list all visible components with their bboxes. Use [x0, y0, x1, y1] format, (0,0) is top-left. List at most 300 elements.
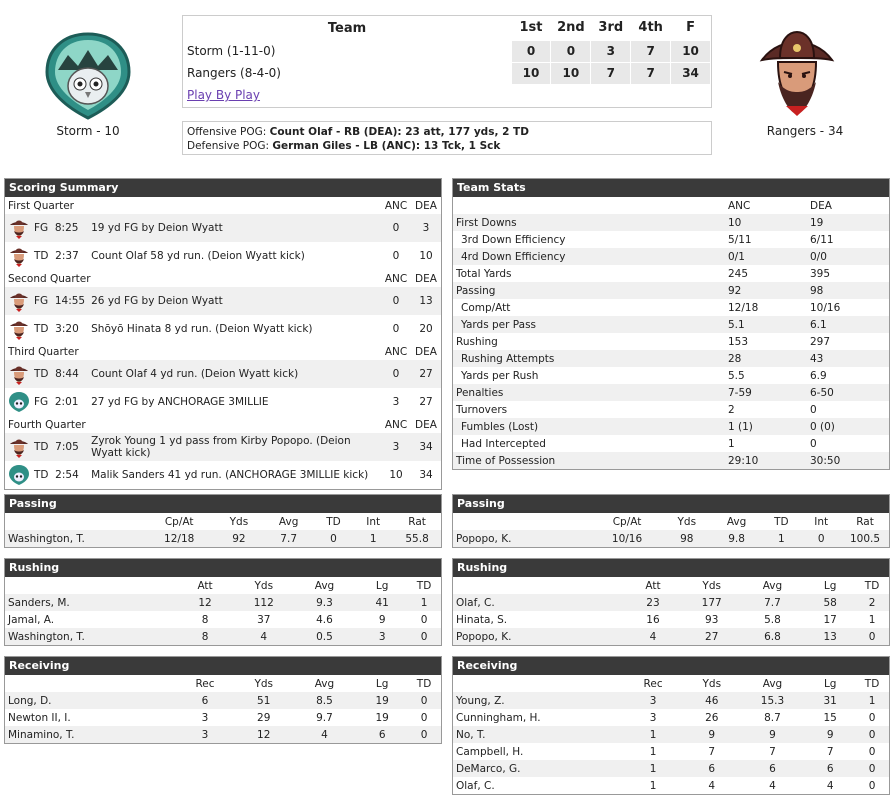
- quarter-name: First Quarter: [8, 199, 74, 212]
- play-description: Malik Sanders 41 yd run. (ANCHORAGE 3MILLIE kick): [91, 469, 369, 481]
- stat-value: 51: [257, 694, 271, 707]
- team-stat-row: [453, 384, 889, 401]
- rangers-mini-logo-icon: [8, 363, 30, 385]
- stat-value: 6: [826, 762, 834, 775]
- column-header: Avg: [726, 515, 747, 528]
- team-stat-row: [453, 282, 889, 299]
- quarter-name: Fourth Quarter: [8, 418, 86, 431]
- player-row: [453, 594, 889, 611]
- dea-value: 0: [810, 403, 817, 416]
- scoring-play-row: [5, 461, 441, 489]
- column-header: Att: [645, 579, 661, 592]
- stat-value: 177: [701, 596, 722, 609]
- passing-title: Passing: [453, 495, 889, 513]
- stat-value: 58: [823, 596, 837, 609]
- stat-value: 4: [321, 728, 328, 741]
- stat-value: 93: [705, 613, 719, 626]
- score-cell: 7: [591, 62, 631, 84]
- play-type-time-text: TD 2:54: [34, 469, 79, 481]
- team-stat-row: [453, 333, 889, 350]
- stat-value: 6: [708, 762, 716, 775]
- stat-value: 10/16: [611, 532, 643, 545]
- player-of-game-box: [182, 121, 712, 155]
- dea-score: 34: [419, 441, 433, 453]
- team-stat-row: [453, 231, 889, 248]
- play-type-time: [5, 461, 88, 489]
- stat-value: 19: [375, 711, 389, 724]
- stat-value: 8: [201, 613, 209, 626]
- anc-value: 28: [728, 352, 742, 365]
- stat-value: 1: [369, 532, 377, 545]
- score-cell: 0: [551, 40, 591, 62]
- stat-value: 6.8: [764, 630, 781, 643]
- play-type-time: [5, 360, 88, 388]
- stat-value: 0: [420, 694, 428, 707]
- stat-label: First Downs: [456, 216, 517, 229]
- stat-value: 13: [823, 630, 837, 643]
- column-header: Avg: [314, 579, 335, 592]
- stat-value: 55.8: [405, 532, 429, 545]
- column-header: Att: [197, 579, 213, 592]
- column-header: TD: [326, 515, 341, 528]
- stat-value: 1: [868, 613, 876, 626]
- column-header: Cp/At: [164, 515, 194, 528]
- column-header: [5, 675, 174, 692]
- passing-table: [5, 513, 441, 547]
- stat-value: 16: [646, 613, 660, 626]
- anc-score: 0: [392, 250, 400, 262]
- play-type-time: [5, 287, 88, 315]
- team-stat-row: [453, 452, 889, 469]
- stat-value: 1: [649, 762, 657, 775]
- anc-column-label: ANC: [728, 199, 751, 212]
- storm-caption: Storm - 10: [56, 124, 120, 138]
- stat-value: 23: [646, 596, 660, 609]
- stat-value: 8.5: [316, 694, 333, 707]
- anc-score: 0: [392, 295, 400, 307]
- dea-value: 30:50: [810, 454, 841, 467]
- column-header: TD: [416, 677, 432, 690]
- stat-value: 4.6: [316, 613, 333, 626]
- player-row: [453, 530, 889, 547]
- stat-value: 0: [868, 630, 876, 643]
- stat-label: Fumbles (Lost): [461, 420, 539, 433]
- stat-value: 1: [649, 779, 657, 792]
- anc-value: 10: [728, 216, 742, 229]
- player-row: [5, 611, 441, 628]
- offensive-pog-label: Offensive POG:: [187, 126, 270, 138]
- stat-value: 0: [420, 630, 428, 643]
- column-header: Avg: [762, 579, 783, 592]
- dea-value: 6/11: [810, 233, 834, 246]
- dea-score: 20: [419, 323, 433, 335]
- column-header: Cp/At: [612, 515, 642, 528]
- stat-value: 1: [420, 596, 428, 609]
- anc-column-label: ANC: [384, 272, 408, 285]
- receiving-table: [5, 675, 441, 743]
- rangers-mini-logo-icon: [8, 436, 30, 458]
- stat-value: 9.8: [728, 532, 745, 545]
- anc-score: 0: [392, 323, 400, 335]
- stat-label: 4rd Down Efficiency: [461, 250, 566, 263]
- column-header: Yds: [254, 677, 274, 690]
- rushing-title: Rushing: [453, 559, 889, 577]
- stat-value: 9: [708, 728, 716, 741]
- stat-value: 15: [823, 711, 837, 724]
- player-name: Popopo, K.: [456, 630, 512, 643]
- play-type-time: [5, 214, 88, 242]
- player-row: [5, 530, 441, 547]
- play-description: Shōyō Hinata 8 yd run. (Deion Wyatt kick): [91, 323, 313, 335]
- column-header: Lg: [823, 579, 837, 592]
- anc-value: 1: [728, 437, 735, 450]
- quarter-header-row: [5, 416, 441, 433]
- anc-value: 7-59: [728, 386, 752, 399]
- storm-mini-logo-icon: [8, 391, 30, 413]
- stat-value: 3: [201, 728, 209, 741]
- dea-score: 34: [419, 469, 433, 481]
- dea-value: 297: [810, 335, 831, 348]
- stat-value: 0: [420, 728, 428, 741]
- play-description: 27 yd FG by ANCHORAGE 3MILLIE: [91, 396, 269, 408]
- column-header: Rat: [856, 515, 874, 528]
- stat-value: 1: [649, 745, 657, 758]
- stat-label: Rushing Attempts: [461, 352, 555, 365]
- anc-value: 5/11: [728, 233, 752, 246]
- stat-value: 6: [769, 762, 776, 775]
- q3-header: 3rd: [598, 20, 624, 36]
- anc-score: 0: [392, 222, 400, 234]
- player-row: [453, 628, 889, 645]
- stat-value: 1: [778, 532, 785, 545]
- stat-value: 112: [253, 596, 274, 609]
- anc-value: 92: [728, 284, 742, 297]
- right-passing-panel: [452, 494, 890, 548]
- stat-value: 2: [868, 596, 876, 609]
- quarter-name: Second Quarter: [8, 272, 91, 285]
- column-header: Rec: [643, 677, 663, 690]
- stat-label: Penalties: [456, 386, 504, 399]
- left-rushing-panel: [4, 558, 442, 646]
- dea-value: 6-50: [810, 386, 834, 399]
- scoring-play-row: [5, 287, 441, 315]
- player-name: No, T.: [456, 728, 486, 741]
- team-stats-panel: [452, 178, 890, 470]
- player-name: Olaf, C.: [456, 596, 495, 609]
- play-type-time-text: FG 14:55: [34, 295, 86, 307]
- stat-value: 0: [868, 745, 876, 758]
- team-stat-row: [453, 435, 889, 452]
- team-name: Rangers (8-4-0): [187, 66, 281, 80]
- column-header: [453, 577, 622, 594]
- right-receiving-panel: [452, 656, 890, 795]
- stat-value: 0: [817, 532, 825, 545]
- anc-score: 3: [392, 441, 400, 453]
- stat-value: 0: [868, 728, 876, 741]
- score-cell: 34: [671, 62, 711, 84]
- scoring-play-row: [5, 242, 441, 270]
- stat-value: 0: [868, 711, 876, 724]
- play-type-time: [5, 433, 88, 461]
- stat-value: 7: [826, 745, 834, 758]
- score-cell: 3: [591, 40, 631, 62]
- storm-logo: [43, 30, 133, 123]
- column-header: TD: [864, 677, 880, 690]
- stat-value: 8.7: [764, 711, 781, 724]
- stat-value: 4: [649, 630, 657, 643]
- play-description: Count Olaf 4 yd run. (Deion Wyatt kick): [91, 368, 299, 380]
- column-header: TD: [416, 579, 432, 592]
- anc-value: 245: [728, 267, 749, 280]
- stat-value: 4: [708, 779, 716, 792]
- column-header: Int: [366, 515, 381, 528]
- stat-value: 7: [769, 745, 776, 758]
- player-row: [453, 743, 889, 760]
- column-header: Yds: [702, 677, 722, 690]
- stat-value: 98: [680, 532, 694, 545]
- stat-value: 7.7: [764, 596, 781, 609]
- anc-value: 12/18: [728, 301, 759, 314]
- rangers-logo: [752, 28, 842, 121]
- scoring-play-row: [5, 315, 441, 343]
- column-header: Avg: [278, 515, 299, 528]
- player-row: [453, 726, 889, 743]
- stat-header-row: [5, 675, 441, 692]
- team-stats-title: Team Stats: [453, 179, 889, 197]
- defensive-pog-value: German Giles - LB (ANC): 13 Tck, 1 Sck: [272, 140, 501, 152]
- score-row-rangers: [183, 62, 711, 84]
- play-description: 19 yd FG by Deion Wyatt: [91, 222, 223, 234]
- dea-column-label: DEA: [415, 199, 437, 212]
- column-header: Yds: [229, 515, 249, 528]
- stat-value: 29: [257, 711, 271, 724]
- player-row: [5, 594, 441, 611]
- player-row: [453, 777, 889, 794]
- score-row-storm: [183, 40, 711, 62]
- stat-label: Yards per Pass: [461, 318, 537, 331]
- stat-label: Rushing: [456, 335, 498, 348]
- anc-value: 1 (1): [728, 420, 753, 433]
- quarter-header-row: [5, 343, 441, 360]
- rushing-table: [453, 577, 889, 645]
- stat-value: 6: [201, 694, 209, 707]
- player-name: Cunningham, H.: [456, 711, 541, 724]
- stat-value: 27: [705, 630, 719, 643]
- rangers-mini-logo-icon: [8, 217, 30, 239]
- dea-score: 27: [419, 396, 433, 408]
- player-row: [453, 611, 889, 628]
- column-header: Int: [814, 515, 829, 528]
- dea-value: 395: [810, 267, 831, 280]
- play-type-time-text: TD 3:20: [34, 323, 79, 335]
- team-stat-row: [453, 316, 889, 333]
- q2-header: 2nd: [557, 20, 585, 36]
- dea-column-label: DEA: [810, 199, 832, 212]
- team-stat-row: [453, 367, 889, 384]
- stat-value: 17: [823, 613, 837, 626]
- column-header: Rec: [195, 677, 215, 690]
- stat-label: Had Intercepted: [461, 437, 546, 450]
- dea-value: 98: [810, 284, 824, 297]
- stat-value: 12/18: [164, 532, 195, 545]
- q1-header: 1st: [519, 20, 543, 36]
- stat-label: Turnovers: [456, 403, 508, 416]
- rangers-caption: Rangers - 34: [766, 124, 844, 138]
- play-by-play-link[interactable]: Play By Play: [187, 88, 261, 103]
- column-header: TD: [864, 579, 880, 592]
- spacer: [453, 197, 725, 214]
- team-stat-row: [453, 214, 889, 231]
- anc-value: 29:10: [728, 454, 759, 467]
- scoring-play-row: [5, 388, 441, 416]
- column-header: Rat: [408, 515, 426, 528]
- stat-header-row: [453, 675, 889, 692]
- column-header: [5, 513, 144, 530]
- dea-column-label: DEA: [415, 272, 437, 285]
- player-row: [5, 709, 441, 726]
- dea-value: 6.1: [810, 318, 827, 331]
- column-header: Yds: [677, 515, 697, 528]
- stat-value: 4: [769, 779, 776, 792]
- play-type-time-text: FG 2:01: [34, 396, 79, 408]
- play-type-time-text: TD 7:05: [34, 441, 79, 453]
- stat-value: 8: [201, 630, 209, 643]
- dea-value: 19: [810, 216, 824, 229]
- score-cell: 10: [511, 62, 551, 84]
- player-name: Young, Z.: [456, 694, 505, 707]
- stat-value: 9: [378, 613, 386, 626]
- stat-value: 12: [257, 728, 271, 741]
- play-type-time: [5, 388, 88, 416]
- stat-value: 46: [705, 694, 719, 707]
- column-header: [453, 675, 622, 692]
- player-row: [5, 726, 441, 743]
- play-type-time: [5, 315, 88, 343]
- stat-value: 1: [649, 728, 657, 741]
- play-type-time-text: TD 2:37: [34, 250, 79, 262]
- stat-value: 3: [201, 711, 209, 724]
- stat-value: 37: [257, 613, 271, 626]
- rangers-mini-logo-icon: [8, 290, 30, 312]
- quarter-name: Third Quarter: [8, 345, 79, 358]
- team-stat-row: [453, 299, 889, 316]
- stat-header-row: [5, 577, 441, 594]
- rushing-table: [5, 577, 441, 645]
- team-stat-row: [453, 265, 889, 282]
- anc-value: 5.1: [728, 318, 745, 331]
- play-type-time: [5, 242, 88, 270]
- dea-score: 10: [419, 250, 433, 262]
- play-description: Count Olaf 58 yd run. (Deion Wyatt kick): [91, 250, 305, 262]
- anc-value: 0/1: [728, 250, 745, 263]
- player-name: Newton II, I.: [8, 711, 71, 724]
- player-name: Popopo, K.: [456, 532, 512, 545]
- stat-value: 9: [769, 728, 776, 741]
- stat-value: 4: [260, 630, 268, 643]
- team-name: Storm (1-11-0): [187, 44, 276, 58]
- dea-value: 0: [810, 437, 817, 450]
- stat-value: 9.7: [316, 711, 333, 724]
- stat-label: Total Yards: [456, 267, 512, 280]
- stat-value: 0: [868, 779, 876, 792]
- stat-label: Passing: [456, 284, 496, 297]
- score-cell: 10: [671, 40, 711, 62]
- scoring-table: [5, 197, 441, 489]
- player-name: Olaf, C.: [456, 779, 495, 792]
- anc-value: 153: [728, 335, 749, 348]
- player-row: [5, 692, 441, 709]
- dea-score: 13: [419, 295, 433, 307]
- team-stats-header-row: [453, 197, 889, 214]
- dea-column-label: DEA: [415, 345, 437, 358]
- stat-value: 0: [420, 613, 428, 626]
- play-description: 26 yd FG by Deion Wyatt: [91, 295, 223, 307]
- stat-value: 3: [378, 630, 386, 643]
- play-type-time-text: TD 8:44: [34, 368, 79, 380]
- stat-value: 6: [378, 728, 386, 741]
- dea-value: 6.9: [810, 369, 827, 382]
- player-name: Sanders, M.: [8, 596, 70, 609]
- stat-header-row: [453, 577, 889, 594]
- player-row: [453, 760, 889, 777]
- score-cell: 10: [551, 62, 591, 84]
- stat-label: 3rd Down Efficiency: [461, 233, 566, 246]
- stat-value: 1: [868, 694, 876, 707]
- column-header: Yds: [254, 579, 274, 592]
- player-name: Long, D.: [8, 694, 52, 707]
- stat-value: 31: [823, 694, 837, 707]
- dea-column-label: DEA: [415, 418, 437, 431]
- left-passing-panel: [4, 494, 442, 548]
- rushing-title: Rushing: [5, 559, 441, 577]
- column-header: [453, 513, 592, 530]
- player-row: [453, 709, 889, 726]
- stat-value: 41: [375, 596, 389, 609]
- stat-value: 19: [375, 694, 389, 707]
- team-stats-table: [453, 197, 889, 469]
- anc-value: 5.5: [728, 369, 745, 382]
- scoring-summary-panel: [4, 178, 442, 490]
- anc-score: 0: [392, 368, 400, 380]
- stat-value: 92: [232, 532, 246, 545]
- stat-label: Time of Possession: [456, 454, 556, 467]
- scoring-summary-title: Scoring Summary: [5, 179, 441, 197]
- team-stat-row: [453, 401, 889, 418]
- column-header: Lg: [823, 677, 837, 690]
- column-header: [5, 577, 174, 594]
- receiving-title: Receiving: [453, 657, 889, 675]
- column-header: Avg: [762, 677, 783, 690]
- stat-value: 15.3: [760, 694, 785, 707]
- scoring-play-row: [5, 433, 441, 461]
- column-header: Yds: [702, 579, 721, 592]
- column-header: Lg: [375, 579, 389, 592]
- passing-table: [453, 513, 889, 547]
- stat-value: 9: [826, 728, 834, 741]
- rangers-mini-logo-icon: [8, 245, 30, 267]
- left-receiving-panel: [4, 656, 442, 744]
- player-name: Hinata, S.: [456, 613, 508, 626]
- defensive-pog-label: Defensive POG:: [187, 140, 273, 152]
- final-header: F: [686, 20, 695, 36]
- quarter-header-row: [5, 270, 441, 287]
- player-name: Campbell, H.: [456, 745, 524, 758]
- storm-mini-logo-icon: [8, 464, 30, 486]
- rangers-mini-logo-icon: [8, 318, 30, 340]
- stat-value: 100.5: [850, 532, 881, 545]
- scoreboard: [182, 15, 712, 108]
- team-stat-row: [453, 418, 889, 435]
